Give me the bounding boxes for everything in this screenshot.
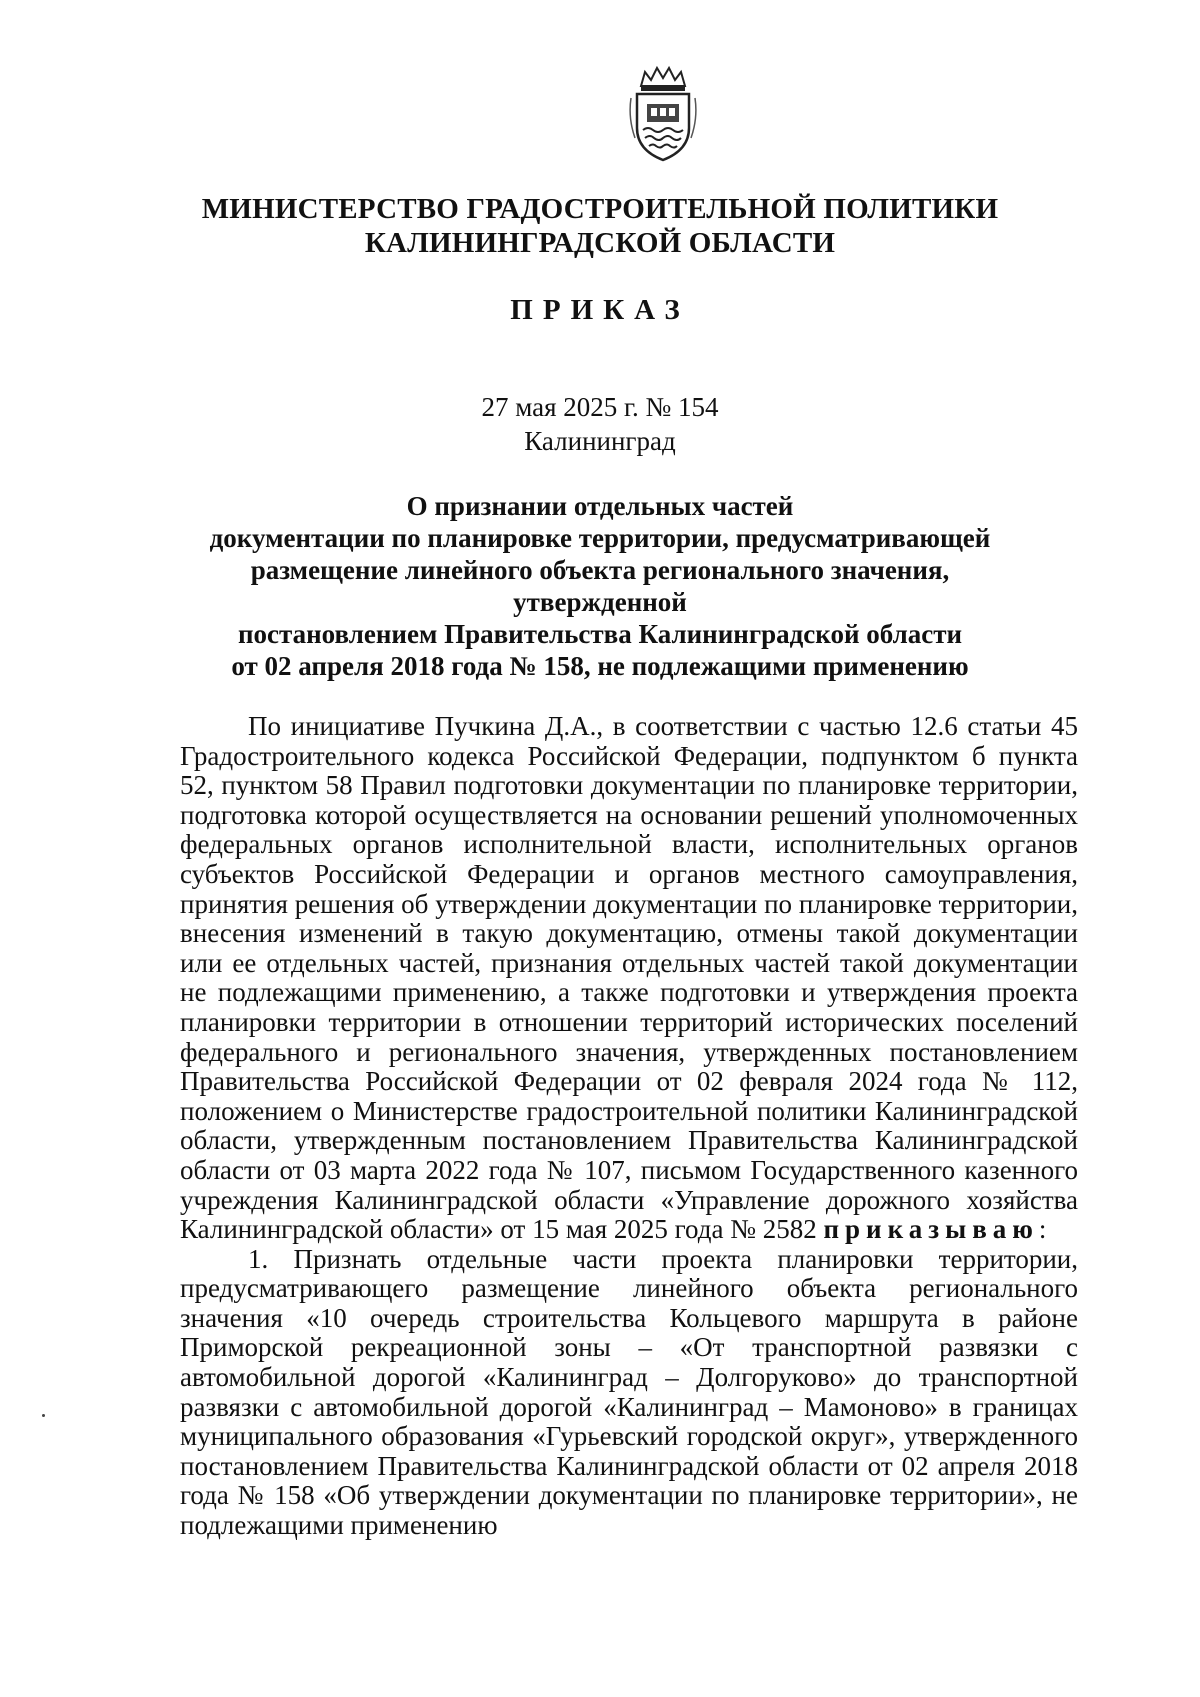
subject-line-5: от 02 апреля 2018 года № 158, не подлежащими применению <box>231 651 969 681</box>
order-verb: приказываю <box>823 1214 1039 1245</box>
subject-line-4: постановлением Правительства Калининградской области <box>237 619 963 649</box>
subject-line-3: размещение линейного объекта регионального значения, утвержденной <box>250 555 950 617</box>
scan-speck <box>42 1414 45 1417</box>
order-body <box>180 712 1078 1541</box>
order-verb-colon: : <box>1038 1214 1047 1245</box>
order-date-number: 27 мая 2025 г. № 154 <box>481 392 719 422</box>
order-heading: ПРИКАЗ <box>510 294 690 326</box>
preamble-text: По инициативе Пучкина Д.А., в соответствии с частью 12.6 статьи 45 Градостроительного кодекса Российской Федерации, подпунктом б пункта 52, пунктом 58 Правил подготовки документации по планировке территории, подготовка которой осуществляется на основании решений уполномоченных федеральных органов исполнительной власти, исполнительных органов субъектов Российской Федерации и органов местного самоуправления, принятия решения об утверждении документации по планировке территории, внесения изменений в такую документацию, отмены такой документации или ее отдельных частей, признания отдельных частей такой документации не подлежащими применению, а также подготовки и утверждения проекта планировки территории в отношении территорий исторических поселений федерального и регионального значения, утвержденных постановлением Правительства Российской Федерации от 02 февраля 2024 года № 112, положением о Министерстве градостроительной политики Калининградской области, утвержденным постановлением Правительства Калининградской области от 03 марта 2022 года № 107, письмом Государственного казенного учреждения Калининградской области «Управление дорожного хозяйства Калининградской области» от 15 мая 2025 года № 2582 <box>180 711 1078 1245</box>
ministry-line-1: МИНИСТЕРСТВО ГРАДОСТРОИТЕЛЬНОЙ ПОЛИТИКИ <box>201 193 999 225</box>
order-city: Калининград <box>524 426 676 456</box>
ministry-line-2: КАЛИНИНГРАДСКОЙ ОБЛАСТИ <box>364 227 836 259</box>
preamble-paragraph <box>180 712 1078 1245</box>
date-place-block <box>160 390 1040 458</box>
ministry-title <box>160 192 1040 260</box>
subject-line-2: документации по планировке территории, предусматривающей <box>209 523 991 553</box>
order-subject <box>180 490 1020 682</box>
subject-line-1: О признании отдельных частей <box>406 491 794 521</box>
coat-of-arms-icon <box>627 64 699 164</box>
clause-1-paragraph: 1. Признать отдельные части проекта планировки территории, предусматривающего размещение линейного объекта регионального значения «10 очередь строительства Кольцевого маршрута в районе Приморской рекреационной зоны – «От транспортной развязки с автомобильной дорогой «Калининград – Долгоруково» до транспортной развязки с автомобильной дорогой «Калининград – Мамоново» в границах муниципального образования «Гурьевский городской округ», утвержденного постановлением Правительства Калининградской области от 02 апреля 2018 года № 158 «Об утверждении документации по планировке территории», не подлежащими применению <box>180 1243 1078 1541</box>
